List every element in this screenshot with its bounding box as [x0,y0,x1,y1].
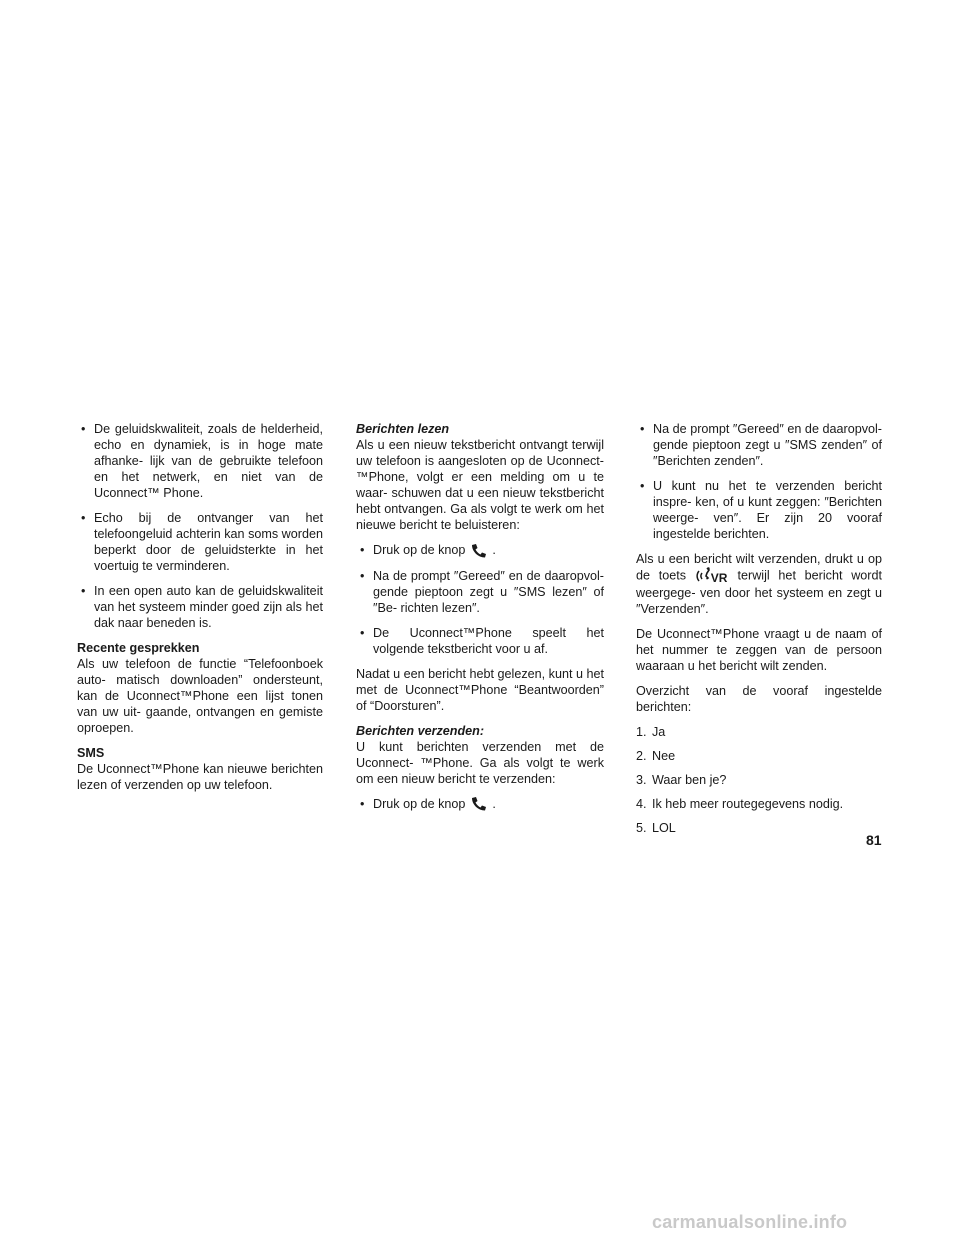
name-number-text: De Uconnect™Phone vraagt u de naam of het nummer te zeggen van de persoon waaraan u het bericht wilt zenden. [636,627,882,673]
preset-number: 2. [636,749,647,763]
bullet-dot: • [360,796,365,811]
send-instruction-end: terwijl het bericht wordt weergege- ven door het systeem en zegt u ″Verzenden″. [636,568,882,616]
preset-number: 1. [636,725,647,739]
bullet-dot: • [360,543,365,557]
sms-heading: SMS [77,746,105,760]
preset-text: Nee [652,749,676,763]
page-number: 81 [866,832,882,848]
section-recent-calls [77,640,323,736]
recent-calls-heading: Recente gesprekken [77,641,200,655]
preset-item [636,748,882,764]
after-read-text: Nadat u een bericht hebt gelezen, kunt u het met de Uconnect™Phone “Beantwoorden” of “Doorsturen”. [356,666,604,713]
bullet-text: U kunt nu het te verzenden bericht inspre- ken, of u kunt zeggen: ″Berichten weerge- ven″. Er zijn 20 vooraf ingestelde berichten. [653,479,882,541]
preset-item [636,772,882,788]
bullet-press-phone-send [356,796,604,813]
column-2 [356,421,604,821]
vr-label: VR [710,571,728,585]
recent-calls-text: Als uw telefoon de functie “Telefoonboek auto- matisch downloaden” ondersteunt, kan de Uconnect™Phone een lijst tonen van uw uit- gaande, ontvangen en gemiste oproepen. [77,657,323,735]
section-send-messages [356,723,604,787]
bullet-dot: • [81,584,86,598]
read-messages-heading: Berichten lezen [356,422,450,436]
bullet-text: Na de prompt ″Gereed″ en de daaropvol- gende pieptoon zegt u ″SMS lezen″ of ″Be- richten lezen″. [373,568,604,615]
bullet-text: Na de prompt ″Gereed″ en de daaropvol- gende pieptoon zegt u ″SMS zenden″ of ″Berichten zenden″. [653,422,882,468]
bullet-dictate [636,478,882,542]
preset-text: LOL [652,821,676,835]
bullet-text: Echo bij de ontvanger van het telefoongeluid achterin kan soms worden beperkt door de geluidsterkte in het voertuig te verminderen. [94,511,323,573]
bullet-text: De geluidskwaliteit, zoals de helderheid, echo en dynamiek, is in hoge mate afhanke- lijk van de gebruikte telefoon en het netwerk, en niet van de Uconnect™ Phone. [94,422,323,500]
bullet-text-end: . [492,543,496,557]
send-messages-text: U kunt berichten verzenden met de Uconnect- ™Phone. Ga als volgt te werk om een nieuw bericht te verzenden: [356,739,604,786]
preset-number: 3. [636,773,647,787]
bullet-text: De Uconnect™Phone speelt het volgende tekstbericht voor u af. [373,625,604,656]
section-sms [77,745,323,793]
preset-overview-text: Overzicht van de vooraf ingestelde berichten: [636,684,882,714]
sms-text: De Uconnect™Phone kan nieuwe berichten lezen of verzenden op uw telefoon. [77,762,323,792]
watermark: carmanualsonline.info [652,1212,848,1232]
phone-icon [469,543,489,559]
bullet-ready-prompt-send [636,421,882,469]
bullet-echo [77,510,323,574]
bullet-text: Druk op de knop [373,543,466,557]
bullet-plays-message [356,625,604,657]
send-instruction-start: Als u een bericht wilt verzenden, drukt u op de toets [636,552,882,583]
bullet-text: Druk op de knop [373,796,466,811]
column-3 [636,421,882,844]
bullet-sound-quality [77,421,323,501]
voice-recognition-icon [695,567,729,585]
preset-text: Waar ben je? [652,773,727,787]
preset-number: 4. [636,797,647,811]
bullet-dot: • [360,568,365,583]
preset-item [636,820,882,836]
bullet-ready-prompt-read [356,568,604,616]
bullet-text: In een open auto kan de geluidskwaliteit van het systeem minder goed zijn als het dak naar beneden is. [94,584,323,630]
phone-icon [469,796,489,812]
bullet-press-phone [356,542,604,559]
read-messages-text: Als u een nieuw tekstbericht ontvangt terwijl uw telefoon is aangesloten op de Uconnect- ™Phone, volgt er een melding om u te waar- schuwen dat u een nieuw tekstbericht hebt ontvangen. Ga als volgt te werk om het nieuwe bericht te beluisteren: [356,438,604,532]
preset-item [636,724,882,740]
bullet-dot: • [640,479,645,493]
bullet-dot: • [640,422,645,436]
section-read-messages [356,421,604,533]
column-1 [77,421,323,802]
bullet-dot: • [81,422,86,436]
bullet-text-end: . [492,796,496,811]
preset-text: Ja [652,725,666,739]
send-messages-heading: Berichten verzenden: [356,723,485,738]
bullet-dot: • [81,511,86,525]
bullet-dot: • [360,625,365,640]
preset-text: Ik heb meer routegegevens nodig. [652,797,844,811]
preset-item [636,796,882,812]
bullet-open-car [77,583,323,631]
send-instruction-text [636,551,882,617]
preset-number: 5. [636,821,647,835]
